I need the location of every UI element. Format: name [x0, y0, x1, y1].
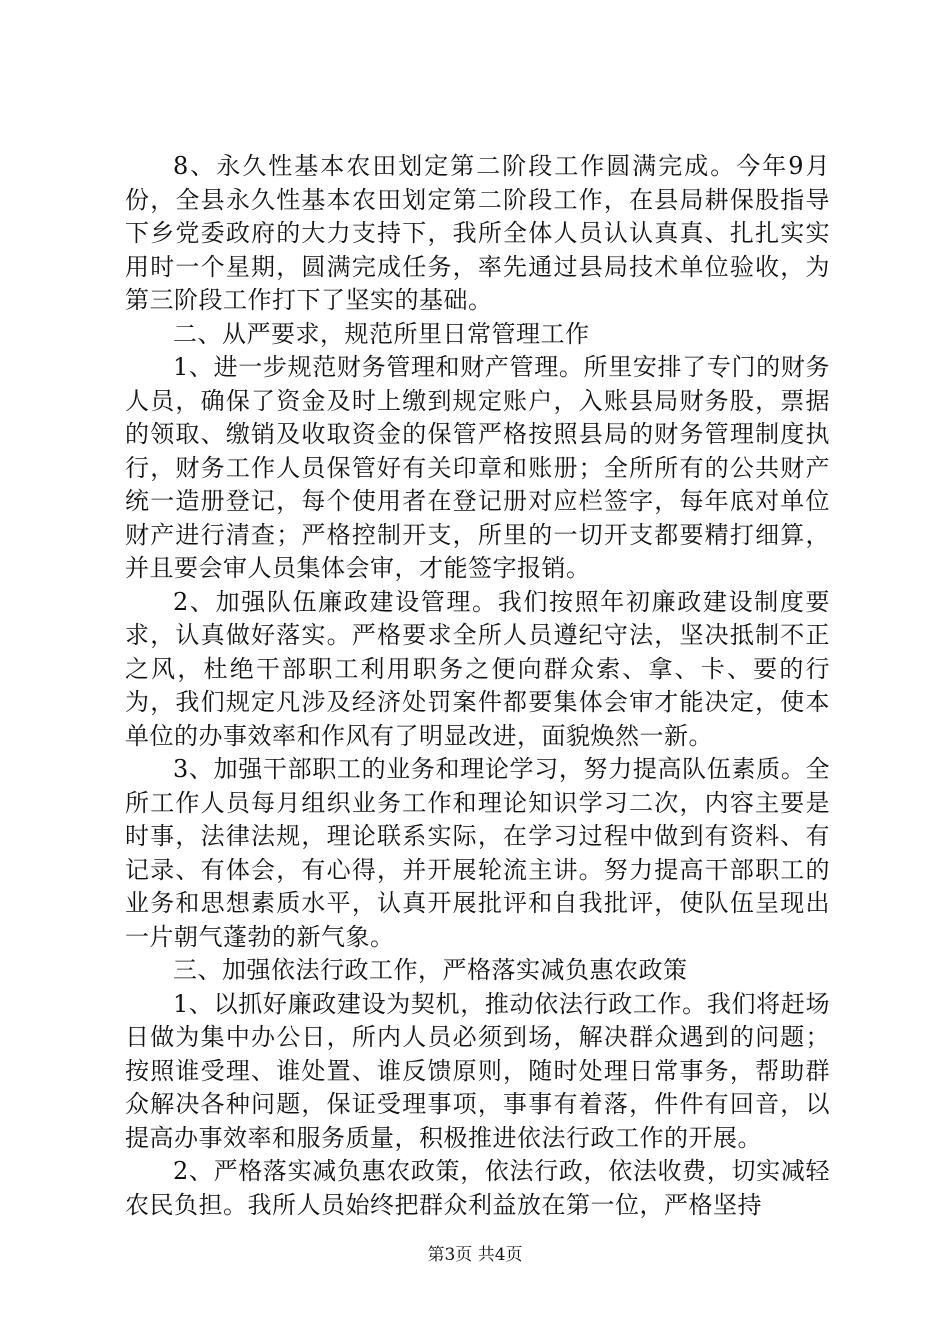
paragraph-staff-study: 3、加强干部职工的业务和理论学习，努力提高队伍素质。全所工作人员每月组织业务工作和理论知识学习二次，内容主要是时事，法律法规，理论联系实际，在学习过程中做到有资料、有记录、有体会，有心得，并开展轮流主讲。努力提高干部职工的业务和思想素质水平，认真开展批评和自我批评，使队伍呈现出一片朝气蓬勃的新气象。: [125, 755, 830, 951]
paragraph-item-8: 8、永久性基本农田划定第二阶段工作圆满完成。今年9月份，全县永久性基本农田划定第二阶段工作，在县局耕保股指导下乡党委政府的大力支持下，我所全体人员认认真真、扎扎实实用时一个星期，圆满完成任务，率先通过县局技术单位验收，为第三阶段工作打下了坚实的基础。: [125, 152, 830, 314]
page-footer: [0, 1245, 950, 1265]
document-body: [125, 150, 830, 1222]
section-heading-2: 二、从严要求，规范所里日常管理工作: [173, 319, 590, 348]
paragraph-law-administration: 1、以抓好廉政建设为契机，推动依法行政工作。我们将赶场日做为集中办公日，所内人员必须到场，解决群众遇到的问题；按照谁受理、谁处置、谁反馈原则，随时处理日常事务，帮助群众解决各种问题，保证受理事项，事事有着落，件件有回音，以提高办事效率和服务质量，积极推进依法行政工作的开展。: [125, 989, 830, 1152]
paragraph-finance-management: 1、进一步规范财务管理和财产管理。所里安排了专门的财务人员，确保了资金及时上缴到规定账户，入账县局财务股，票据的领取、缴销及收取资金的保管严格按照县局的财务管理制度执行，财务工作人员保管好有关印章和账册；全所所有的公共财产统一造册登记，每个使用者在登记册对应栏签字，每年底对单位财产进行清查；严格控制开支，所里的一切开支都要精打细算，并且要会审人员集体会审，才能签字报销。: [125, 353, 830, 582]
page-total: 共4页: [477, 1245, 523, 1265]
paragraph-integrity-management: 2、加强队伍廉政建设管理。我们按照年初廉政建设制度要求，认真做好落实。严格要求全所人员遵纪守法，坚决抵制不正之风，杜绝干部职工利用职务之便向群众索、拿、卡、要的行为，我们规定凡涉及经济处罚案件都要集体会审才能决定，使本单位的办事效率和作风有了明显改进，面貌焕然一新。: [125, 587, 830, 750]
paragraph-burden-reduction: 2、严格落实减负惠农政策，依法行政，依法收费，切实减轻农民负担。我所人员始终把群众利益放在第一位，严格坚持: [125, 1157, 830, 1219]
page-number: 第3页: [427, 1245, 473, 1265]
section-heading-3: 三、加强依法行政工作，严格落实减负惠农政策: [173, 956, 688, 984]
